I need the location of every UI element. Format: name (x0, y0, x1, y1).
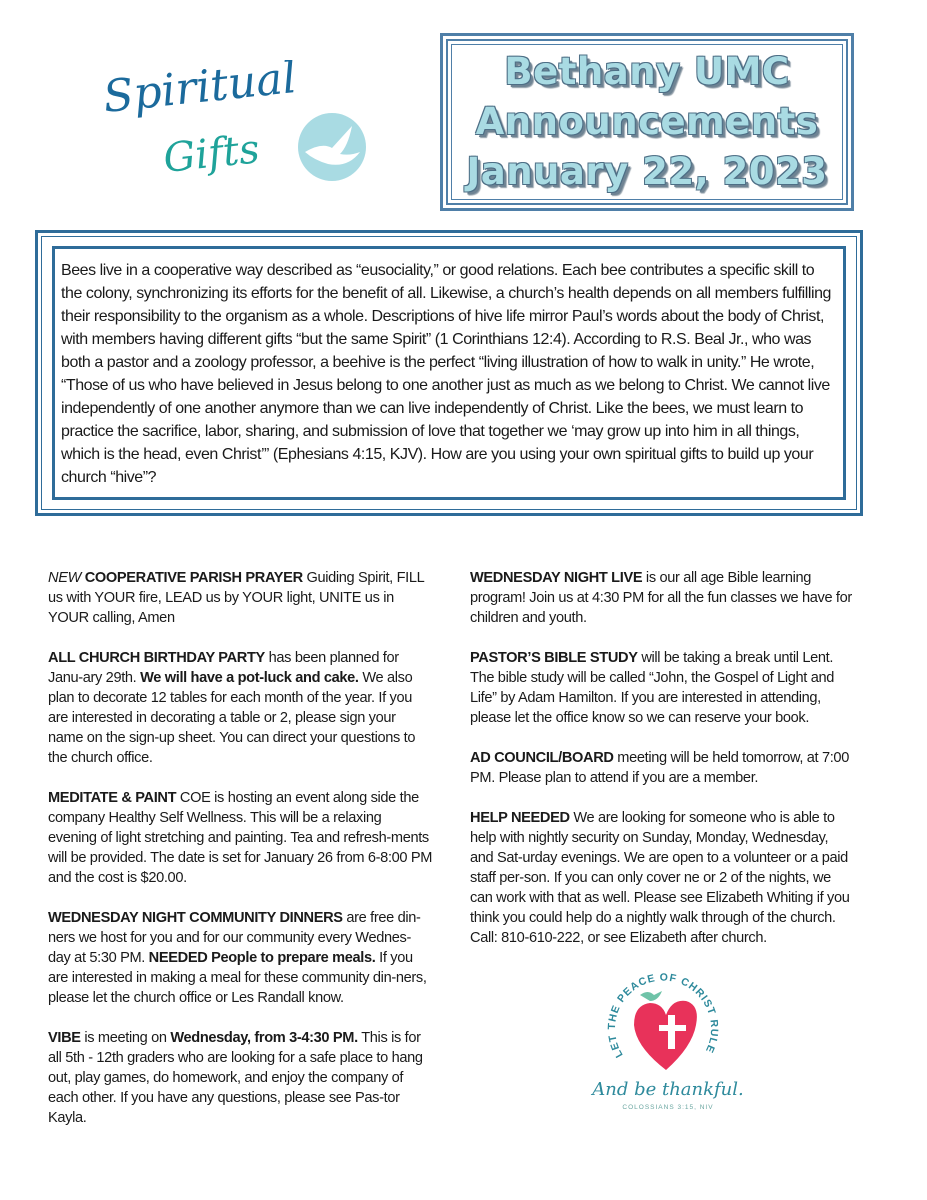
announcement (470, 748, 855, 788)
announcement-text: We also plan to decorate 12 tables for each month of the year. If you are interested in decorating a table or 2, please sign your name on the sign-up sheet. You can direct your questions to the church office. (48, 670, 416, 766)
announcement-heading: MEDITATE & PAINT (48, 790, 177, 806)
announcement-heading: NEEDED People to prepare meals. (148, 950, 376, 966)
announcement-heading: Wednesday, from 3-4:30 PM. (170, 1030, 358, 1046)
announcement-heading: WEDNESDAY NIGHT LIVE (470, 570, 643, 586)
announcement-heading: VIBE (48, 1030, 81, 1046)
announcement-heading: HELP NEEDED (470, 810, 570, 826)
emblem-script: And be thankful. (592, 1079, 744, 1100)
bulletin-title: Announcements (475, 100, 819, 143)
emblem-ring-text: LET THE PEACE OF CHRIST RULE (605, 971, 721, 1060)
announcement (48, 908, 433, 1008)
announcement-text: is our all age Bible learning program! Join us at 4:30 PM for all the fun classes we have for children and youth. (470, 570, 852, 626)
announcement-text: This is for all 5th - 12th graders who are looking for a safe place to hang out, play games, do homework, and enjoy the company of each other. If you have any questions, please see Pas-tor Kayla. (48, 1030, 423, 1126)
announcement (470, 568, 855, 628)
announcement-heading: ALL CHURCH BIRTHDAY PARTY (48, 650, 265, 666)
announcement-text: Guiding Spirit, FILL us with YOUR fire, LEAD us by YOUR light, UNITE us in YOUR calling, Amen (48, 570, 424, 626)
announcement (470, 808, 855, 948)
emblem-reference: COLOSSIANS 3:15, NIV (622, 1104, 714, 1111)
announcement-heading: COOPERATIVE PARISH PRAYER (84, 570, 303, 586)
announcement (48, 648, 433, 768)
announcement-text: meeting will be held tomorrow, at 7:00 PM. Please plan to attend if you are a member. (470, 750, 849, 786)
announcement (470, 648, 855, 728)
announcement-text: will be taking a break until Lent. The bible study will be called “John, the Gospel of Light and Life” by Adam Hamilton. If you are interested in attending, please let the office know so we can reserve your book. (470, 650, 834, 726)
church-name: Bethany UMC (504, 50, 790, 93)
announcement (48, 1028, 433, 1128)
spiritual-gifts-logo (100, 60, 380, 200)
announcement (48, 788, 433, 888)
svg-text:Gifts: Gifts (161, 126, 262, 182)
dove-icon (298, 113, 366, 181)
announcement (48, 568, 433, 628)
announcement-heading: AD COUNCIL/BOARD (470, 750, 614, 766)
announcement-heading: WEDNESDAY NIGHT COMMUNITY DINNERS (48, 910, 343, 926)
announcement-text: If you are interested in making a meal for these community din-ners, please let the church office or Les Randall know. (48, 950, 427, 1006)
announcement-text: COE is hosting an event along side the company Healthy Self Wellness. This will be a relaxing evening of light stretching and painting. Tea and refresh-ments will be provided. The date is set for January 26 from 6-8:00 PM and the cost is $20.00. (48, 790, 433, 886)
announcement-text: has been planned for Janu-ary 29th. (48, 650, 399, 686)
heart-cross-dove-icon (634, 991, 697, 1070)
announcement-text: NEW (48, 570, 81, 586)
announcement-text: are free din-ners we host for you and for our community every Wednes-day at 5:30 PM. (48, 910, 421, 966)
announcements-left-column (48, 568, 433, 1148)
title-box (440, 33, 854, 211)
announcement-text: We are looking for someone who is able to help with nightly security on Sunday, Monday, Wednesday, and Sat-urday evenings. We are open to a volunteer or a paid staff per-son. If you can only cover ne or 2 of the nights, we can work with that as well. Please see Elizabeth Whiting if you think you could help do a nightly walk through of the church. Call: 810-610-222, or see Elizabeth after church. (470, 810, 850, 946)
bulletin-date: January 22, 2023 (466, 150, 828, 193)
announcement-text: is meeting on (80, 1030, 171, 1046)
announcement-heading: We will have a pot-luck and cake. (140, 670, 359, 686)
devotional-box (35, 230, 863, 516)
announcement-heading: PASTOR’S BIBLE STUDY (470, 650, 638, 666)
peace-of-christ-emblem (588, 955, 748, 1115)
announcements-right-column (470, 568, 855, 968)
devotional-text: Bees live in a cooperative way described as “eusociality,” or good relations. Each bee contributes a specific skill to the colony, synchronizing its efforts for the benefit of all. Likewise, a church’s health depends on all members fulfilling their responsibility to the organism as a whole. Descriptions of hive life mirror Paul’s words about the body of Christ, with members having different gifts “but the same Spirit” (1 Corinthians 12:4). According to R.S. Beal Jr., who was both a pastor and a zoology professor, a beehive is the perfect “living illustration of how to walk in unity.” He wrote, “Those of us who have believed in Jesus belong to one another just as much as we belong to Christ. We cannot live independently of one another anymore than we can live independently of Christ. Like the bees, we must learn to practice the sacrifice, labor, sharing, and submission of love that together we ‘may grow up into him in all things, which is the head, even Christ’” (Ephesians 4:15, KJV). How are you using your own spiritual gifts to build up your church “hive”? (61, 262, 831, 486)
svg-text:Spiritual: Spiritual (100, 60, 299, 123)
